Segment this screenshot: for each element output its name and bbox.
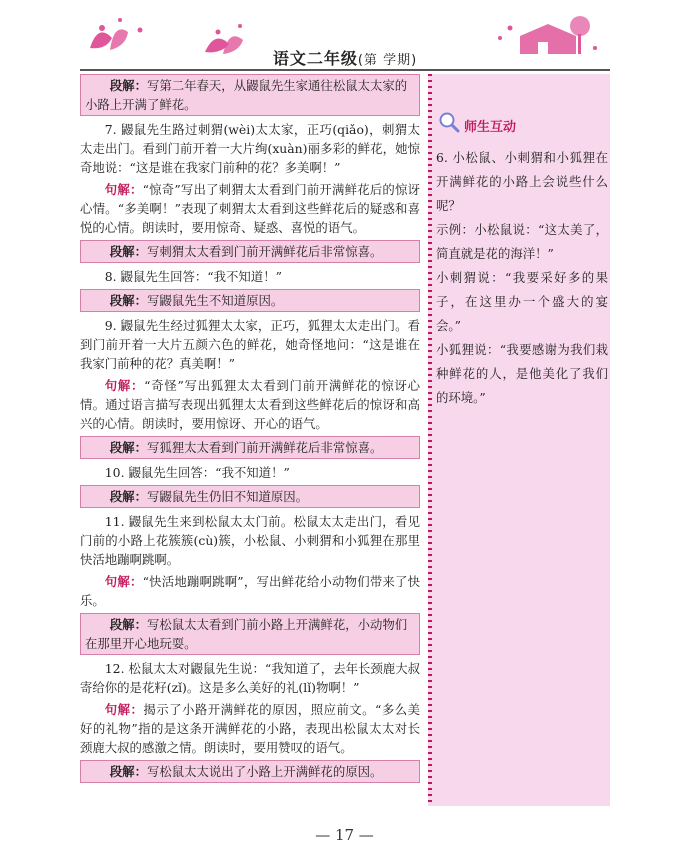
question-text: 6. 小松鼠、小刺猬和小狐狸在开满鲜花的小路上会说些什么呢？ (436, 150, 608, 213)
text-paragraph-8: 8. 鼹鼠先生回答：“我不知道！” (104, 269, 282, 284)
paragraph-note: 段解：写松鼠太太看到门前小路上开满鲜花，小动物们在那里开心地玩耍。 (80, 613, 420, 655)
page-number: — 17 — (315, 826, 374, 844)
book-title: 语文二年级 (272, 49, 358, 68)
page-title (80, 46, 610, 69)
paragraph-note: 段解：写鼹鼠先生不知道原因。 (80, 289, 420, 312)
page-header (80, 8, 610, 68)
sentence-note: 句解：揭示了小路开满鲜花的原因，照应前文。“多么美好的礼物”指的是这条开满鲜花的小路，表现出松鼠太太对长颈鹿大叔的感激之情。朗读时，要用赞叹的语气。 (80, 702, 420, 755)
answer-line: 示例：小松鼠说：“这太美了，简直就是花的海洋！” (436, 222, 608, 261)
answer-line: 小狐狸说：“我要感谢为我们栽种鲜花的人，是他美化了我们的环境。” (436, 342, 608, 405)
text-paragraph-12: 12. 松鼠太太对鼹鼠先生说：“我知道了，去年长颈鹿大叔寄给你的是花籽(zǐ)。这是多么美好的礼(lǐ)物啊！” (80, 661, 420, 695)
sentence-note: 句解：“惊奇”写出了刺猬太太看到门前开满鲜花后的惊讶心情。“多美啊！”表现了刺猬太太看到这些鲜花后的疑惑和喜悦的心情。朗读时，要用惊奇、疑惑、喜悦的语气。 (80, 182, 421, 235)
text-paragraph-9: 9. 鼹鼠先生经过狐狸太太家，正巧，狐狸太太走出门。看到门前开着一大片五颜六色的鲜花，她奇怪地问：“这是谁在我家门前种的花？真美啊！” (80, 318, 420, 371)
header-rule (80, 69, 610, 71)
sidebar-interaction (428, 74, 610, 806)
sentence-note: 句解：“快活地蹦啊跳啊”，写出鲜花给小动物们带来了快乐。 (80, 574, 421, 608)
paragraph-note: 段解：写鼹鼠先生仍旧不知道原因。 (80, 485, 420, 508)
main-column (80, 74, 420, 787)
paragraph-note: 段解：写刺猬太太看到门前开满鲜花后非常惊喜。 (80, 240, 420, 263)
semester-label: (第 学期) (357, 53, 418, 68)
answer-line: 小刺猬说：“我要采好多的果子，在这里办一个盛大的宴会。” (436, 270, 608, 333)
sentence-note: 句解：“奇怪”写出狐狸太太看到门前开满鲜花的惊讶心情。通过语言描写表现出狐狸太太看到这些鲜花后的惊讶和高兴的心情。朗读时，要用惊讶、开心的语气。 (80, 378, 421, 431)
sidebar-dotted-border (428, 74, 432, 806)
text-paragraph-10: 10. 鼹鼠先生回答：“我不知道！” (104, 465, 290, 480)
sidebar-body (436, 146, 608, 410)
text-paragraph-7: 7. 鼹鼠先生路过刺猬(wèi)太太家，正巧(qiǎo)，刺猬太太走出门。看到门前开着一大片绚(xuàn)丽多彩的鲜花，她惊奇地说：“这是谁在我家门前种的花？多美啊！” (80, 122, 420, 175)
magnifier-icon (438, 111, 460, 133)
paragraph-note: 段解：写狐狸太太看到门前开满鲜花后非常惊喜。 (80, 436, 420, 459)
paragraph-note: 段解：写第二年春天，从鼹鼠先生家通往松鼠太太家的小路上开满了鲜花。 (80, 74, 420, 116)
paragraph-note: 段解：写松鼠太太说出了小路上开满鲜花的原因。 (80, 760, 420, 783)
sidebar-title: 师生互动 (440, 116, 516, 135)
text-paragraph-11: 11. 鼹鼠先生来到松鼠太太门前。松鼠太太走出门，看见门前的小路上花簇簇(cù)簇，小松鼠、小刺猬和小狐狸在那里快活地蹦啊跳啊。 (80, 514, 420, 567)
